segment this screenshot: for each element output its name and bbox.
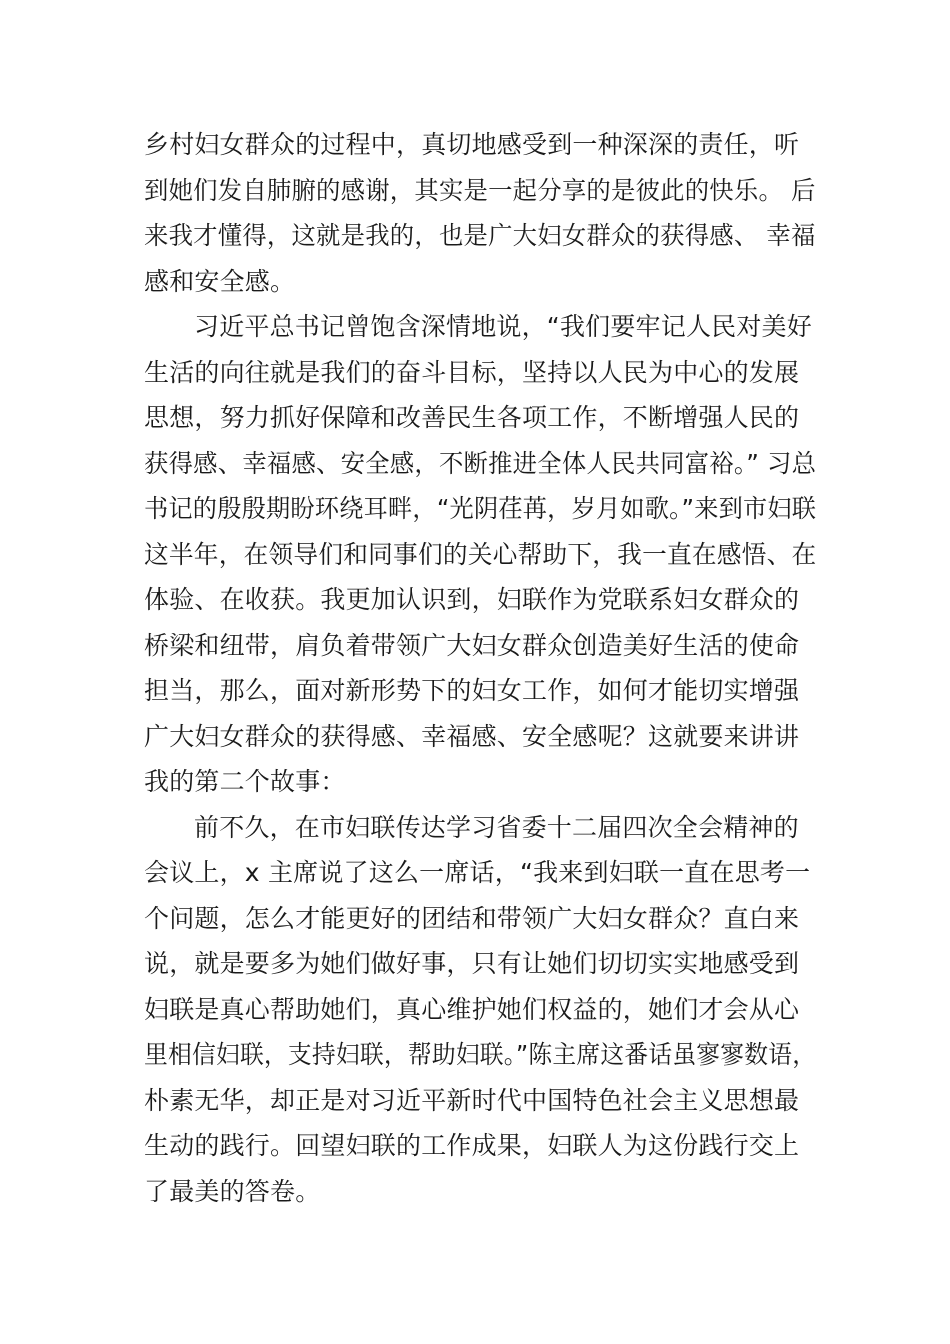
- text-line: 了最美的答卷。: [144, 1176, 321, 1206]
- text-line: 生动的践行。回望妇联的工作成果，妇联人为这份践行交上: [144, 1131, 800, 1160]
- text-line: 前不久，在市妇联传达学习省委十二届四次全会精神的: [194, 812, 799, 842]
- text-line: 体验、在收获。我更加认识到，妇联作为党联系妇女群众的: [144, 585, 800, 614]
- text-line: 担当，那么，面对新形势下的妇女工作，如何才能切实增强: [144, 676, 800, 705]
- text-line: 会议上，x 主席说了这么一席话，“我来到妇联一直在思考一: [144, 858, 811, 887]
- text-line: 我的第二个故事：: [144, 767, 346, 796]
- text-line: 获得感、幸福感、安全感，不断推进全体人民共同富裕。” 习总: [144, 448, 817, 478]
- text-line: 这半年，在领导们和同事们的关心帮助下，我一直在感悟、在: [144, 539, 817, 569]
- text-line: 妇联是真心帮助她们，真心维护她们权益的，她们才会从心: [144, 994, 800, 1024]
- text-line: 思想，努力抓好保障和改善民生各项工作，不断增强人民的: [144, 403, 800, 432]
- text-line: 朴素无华，却正是对习近平新时代中国特色社会主义思想最: [144, 1085, 800, 1115]
- text-line: 广大妇女群众的获得感、幸福感、安全感呢？这就要来讲讲: [144, 721, 800, 751]
- text-line: 书记的殷殷期盼环绕耳畔，“光阴荏苒，岁月如歌。”来到市妇联: [144, 494, 817, 523]
- text-line: 乡村妇女群众的过程中，真切地感受到一种深深的责任，听: [144, 130, 800, 159]
- text-line: 里相信妇联，支持妇联，帮助妇联。”陈主席这番话虽寥寥数语，: [144, 1040, 817, 1069]
- text-line: 个问题，怎么才能更好的团结和带领广大妇女群众？直白来: [144, 903, 800, 933]
- text-line: 感和安全感。: [144, 266, 296, 296]
- text-line: 生活的向往就是我们的奋斗目标，坚持以人民为中心的发展: [144, 357, 800, 387]
- text-line: 习近平总书记曾饱含深情地说，“我们要牢记人民对美好: [194, 312, 812, 341]
- text-line: 桥梁和纽带，肩负着带领广大妇女群众创造美好生活的使命: [144, 630, 800, 660]
- text-line: 到她们发自肺腑的感谢，其实是一起分享的是彼此的快乐。 后: [144, 175, 816, 205]
- body-text: [144, 122, 816, 1214]
- text-line: 说，就是要多为她们做好事，只有让她们切切实实地感受到: [144, 949, 800, 978]
- text-line: 来我才懂得，这就是我的，也是广大妇女群众的获得感、 幸福: [144, 221, 816, 250]
